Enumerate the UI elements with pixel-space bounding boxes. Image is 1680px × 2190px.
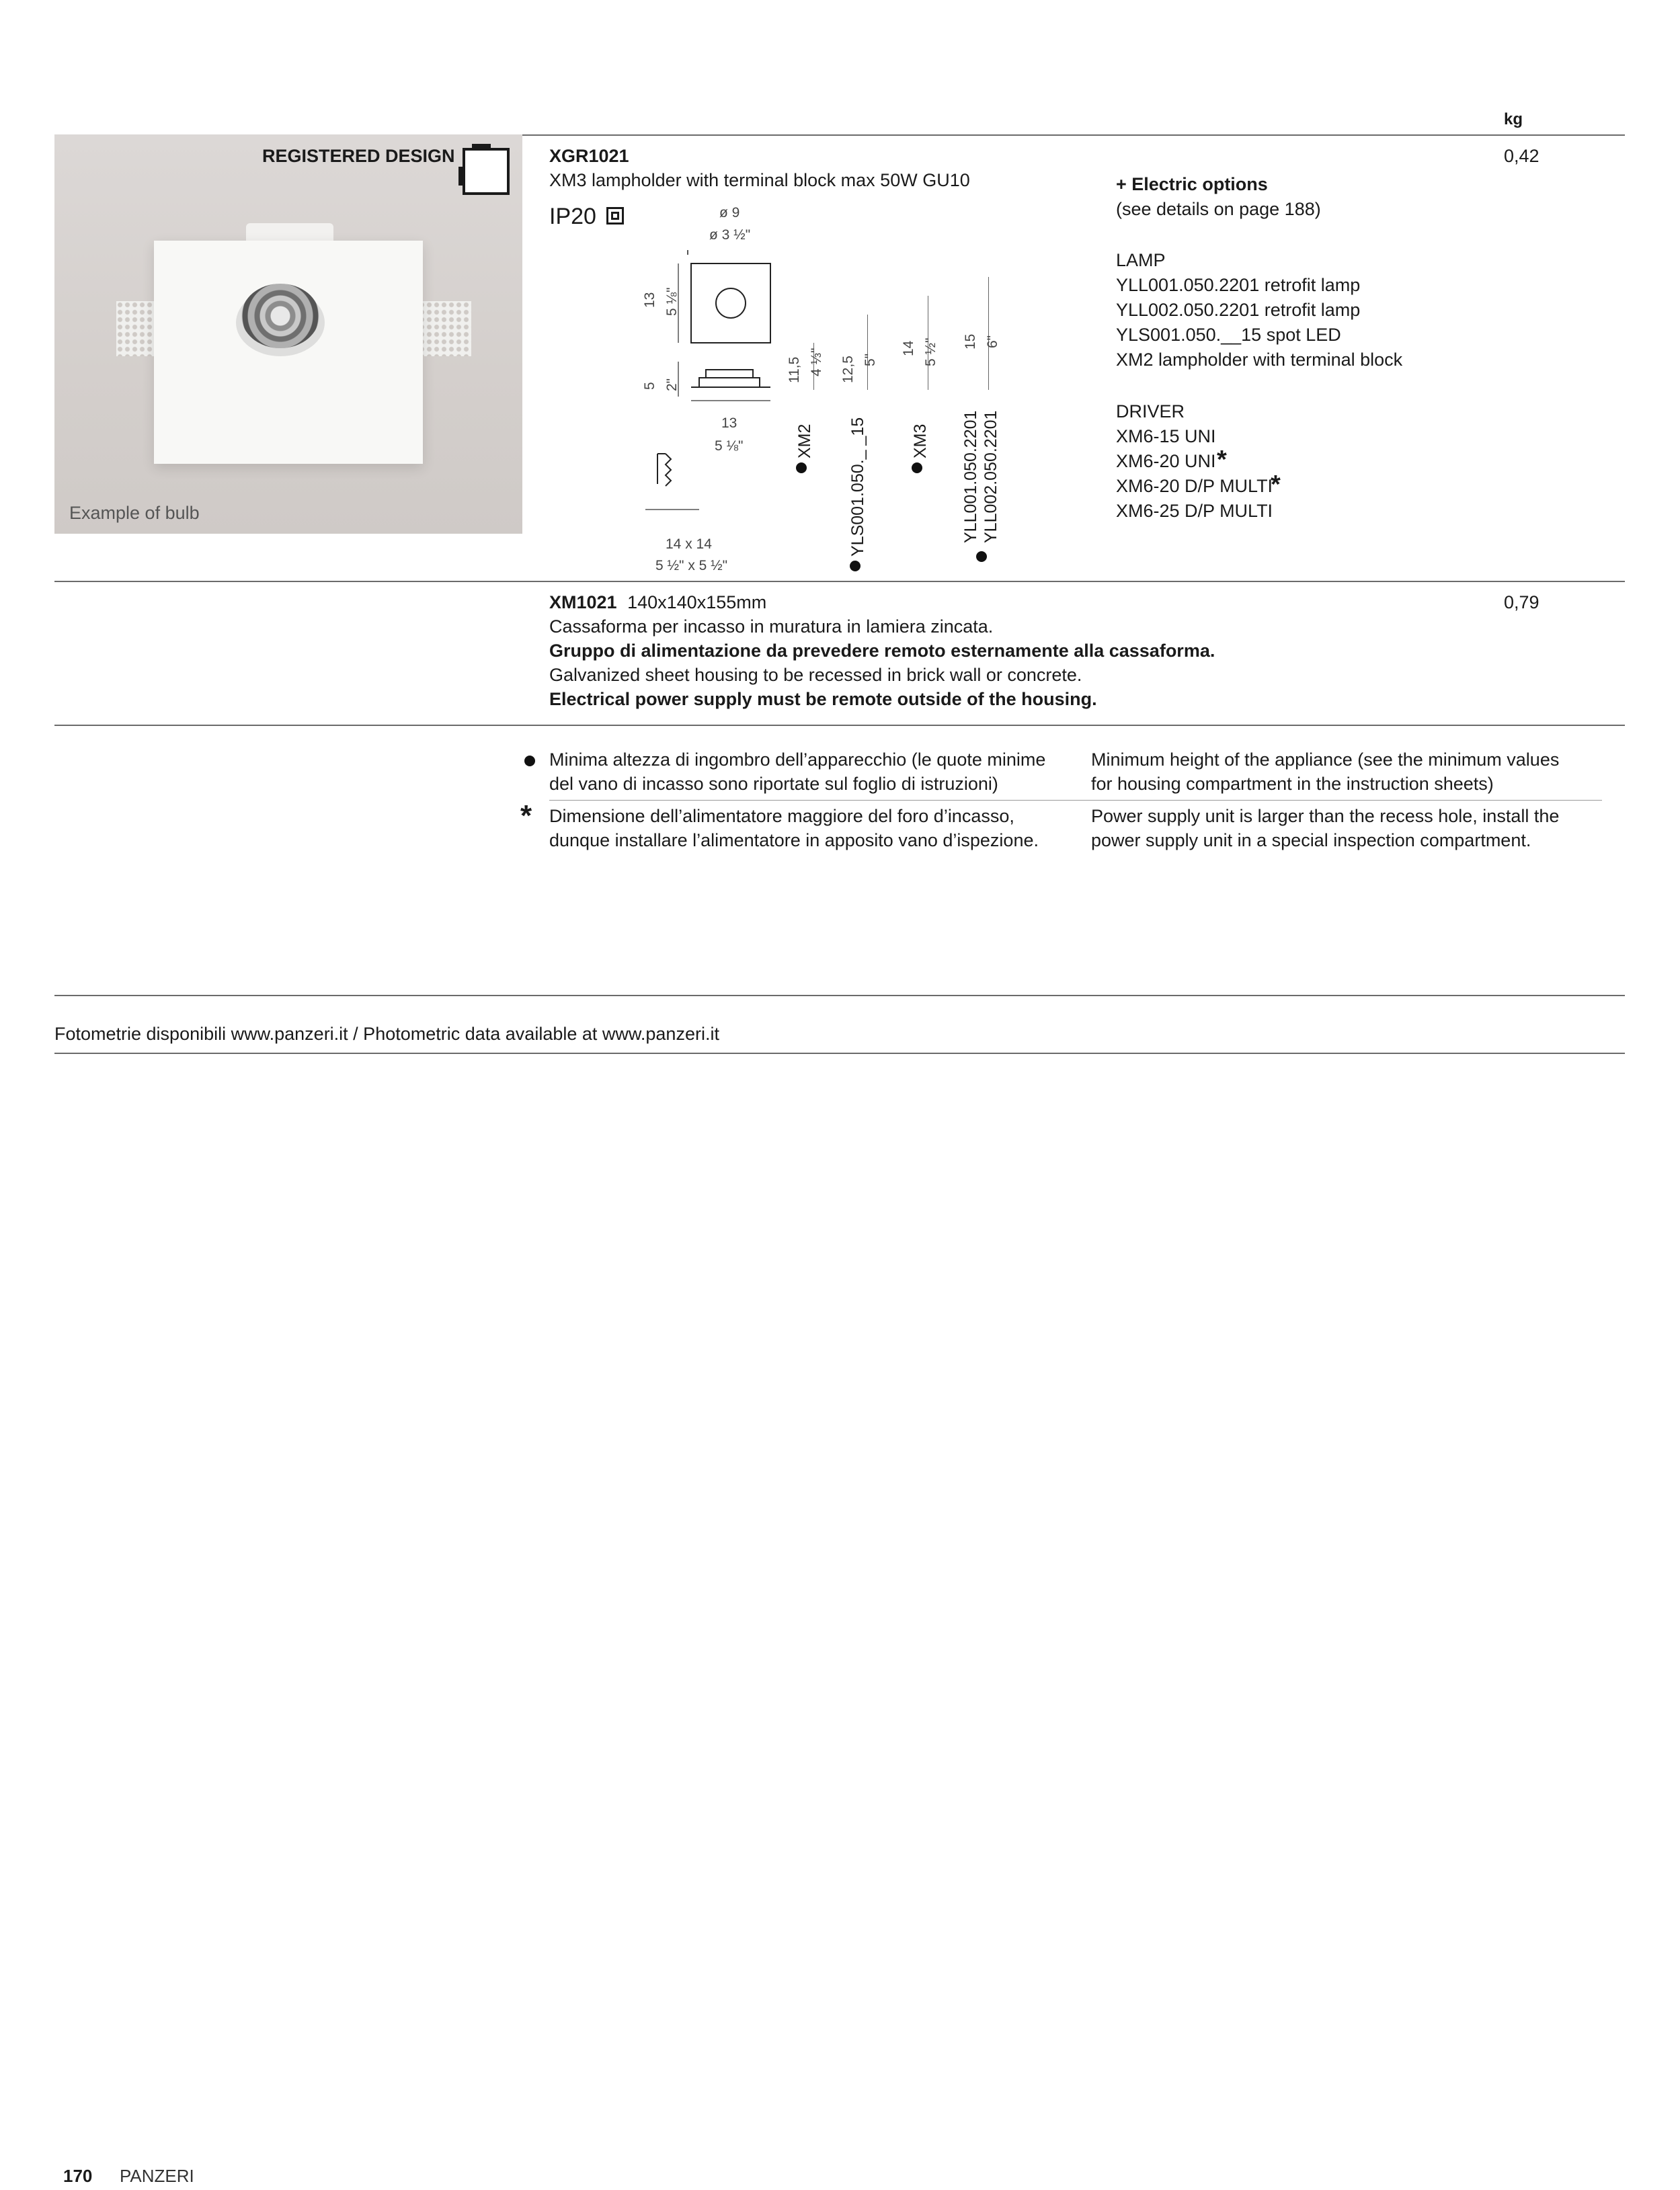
divider [54,725,1625,726]
note2-en-line2: power supply unit in a special inspection compartment. [1091,830,1531,850]
weight-column-header: kg [1504,110,1523,128]
lamp-option: XM2 lampholder with terminal block [1116,350,1403,370]
height-yll2-label: YLL002.050.2201 [982,410,1000,543]
asterisk-icon: * [1271,471,1281,499]
dim-w13-mm: 13 [721,415,737,431]
divider [54,581,1625,582]
height-xm2-label: XM2 [795,423,814,458]
dim-diameter-mm: ø 9 [719,205,740,220]
driver-option: XM6-20 UNI [1116,451,1216,471]
product-weight: 0,42 [1504,146,1539,166]
driver-heading: DRIVER [1116,401,1185,421]
electric-options-title: + Electric options [1116,174,1268,194]
note1-it-line1: Minima altezza di ingombro dell’apparecchio (le quote minime [549,749,1046,770]
bullet-dot-icon [524,756,535,766]
class-ii-icon [606,207,624,225]
asterisk-icon: * [520,799,532,832]
min-height-dot [796,462,807,473]
height-xm2-in: 4 ⅓" [809,348,824,376]
divider [54,1053,1625,1054]
note1-en-line1: Minimum height of the appliance (see the minimum values [1091,749,1560,770]
housing-header [549,590,766,614]
note2-it-line2: dunque installare l’alimentatore in apposito vano d’ispezione. [549,830,1039,850]
height-yls-mm: 12,5 [840,356,856,383]
min-height-dot [850,561,861,571]
divider [549,800,1602,801]
registered-design-label: REGISTERED DESIGN [262,146,455,166]
lamp-option: YLL002.050.2201 retrofit lamp [1116,300,1361,320]
housing-code: XM1021 [549,592,617,612]
lamp-option: YLS001.050.__15 spot LED [1116,325,1341,345]
dim-h13-mm: 13 [642,292,657,308]
bulb [241,284,319,348]
dim-h5-mm: 5 [642,382,657,390]
housing-size: 140x140x155mm [627,592,767,612]
ip-rating: IP20 [549,204,596,229]
note2-it-line1: Dimensione dell’alimentatore maggiore del foro d’incasso, [549,806,1014,826]
dim-recess-in: 5 ½" x 5 ½" [655,558,728,573]
registered-design-icon [463,148,510,195]
housing-desc-it: Cassaforma per incasso in muratura in lamiera zincata. [549,616,994,637]
min-height-dot [912,462,922,473]
note1-it-line2: del vano di incasso sono riportate sul foglio di istruzioni) [549,774,998,794]
product-description: XM3 lampholder with terminal block max 50W GU10 [549,170,970,190]
product-code: XGR1021 [549,146,629,166]
dim-tick [687,250,688,255]
housing-desc-en: Galvanized sheet housing to be recessed in brick wall or concrete. [549,665,1082,685]
dim-h5-in: 2" [664,378,680,391]
height-xm3-mm: 14 [901,340,916,356]
height-yll-mm: 15 [963,333,978,350]
min-height-dot [976,551,987,562]
height-yll1-label: YLL001.050.2201 [961,410,980,543]
product-photo [54,134,522,534]
driver-option: XM6-15 UNI [1116,426,1216,446]
dim-recess-mm: 14 x 14 [666,536,712,552]
height-xm3-label: XM3 [911,423,930,458]
lamp-heading: LAMP [1116,250,1166,270]
asterisk-icon: * [1217,446,1227,474]
driver-option: XM6-25 D/P MULTI [1116,501,1273,521]
housing-weight: 0,79 [1504,592,1539,612]
note2-en-line1: Power supply unit is larger than the recess hole, install the [1091,806,1560,826]
height-yls-in: 5" [863,353,878,366]
dim-w13-in: 5 ⅛" [715,438,744,454]
height-line [867,315,868,390]
housing-note-en: Electrical power supply must be remote outside of the housing. [549,689,1097,709]
dim-diameter-in: ø 3 ½" [709,227,751,243]
height-xm2-mm: 11,5 [787,356,802,383]
note1-en-line2: for housing compartment in the instruction sheets) [1091,774,1494,794]
photo-caption: Example of bulb [69,503,200,523]
lamp-option: YLL001.050.2201 retrofit lamp [1116,275,1361,295]
divider [54,995,1625,996]
brand-name: PANZERI [120,2166,194,2186]
height-yls-label: YLS001.050._ _15 [848,417,867,557]
height-yll-in: 6" [985,335,1000,348]
photometric-link[interactable]: Fotometrie disponibili www.panzeri.it / Photometric data available at www.panzeri.it [54,1024,719,1044]
height-line [988,277,989,390]
dim-h13-in: 5 ⅛" [664,287,680,316]
housing-note-it: Gruppo di alimentazione da prevedere remoto esternamente alla cassaforma. [549,641,1215,661]
page-number: 170 [63,2166,93,2186]
electric-options-note: (see details on page 188) [1116,199,1321,219]
driver-option: XM6-20 D/P MULTI [1116,476,1273,496]
height-xm3-in: 5 ½" [923,337,938,366]
